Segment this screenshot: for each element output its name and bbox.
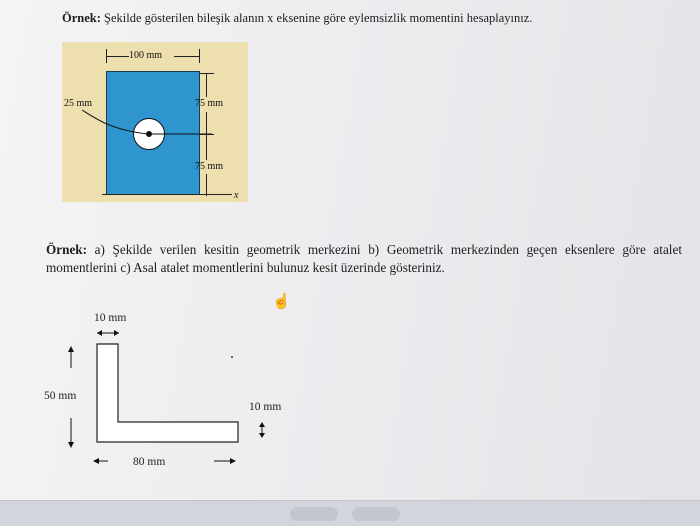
dim-label-25mm: 25 mm: [64, 98, 93, 109]
dim-label-left: 50 mm: [44, 390, 77, 402]
example1-title-bold: Örnek:: [62, 11, 101, 25]
bottom-toolbar: [0, 500, 700, 526]
example2-body: a) Şekilde verilen kesitin geometrik merkezini b) Geometrik merkezinden geçen eksenlere göre atalet momentlerini c) Asal atalet momentlerini bulunuz kesit üzerinde gösteriniz.: [46, 242, 682, 275]
example2-bold: Örnek:: [46, 242, 88, 257]
toolbar-button[interactable]: [352, 507, 400, 521]
leader-line: [62, 42, 248, 202]
dim-label-75mm-top: 75 mm: [195, 98, 224, 109]
x-axis-label: x: [234, 190, 239, 201]
example1-title-text: Şekilde gösterilen bileşik alanın x eksenine göre eylemsizlik momentini hesaplayınız.: [100, 11, 533, 25]
dim-line: [206, 112, 207, 160]
hand-cursor-icon: ☝: [272, 294, 291, 310]
dim-label-75mm-bottom: 75 mm: [195, 161, 224, 172]
dim-label-bottom: 80 mm: [133, 456, 166, 468]
l-section-figure: [40, 310, 320, 480]
toolbar-button[interactable]: [290, 507, 338, 521]
dim-label-right: 10 mm: [249, 401, 282, 413]
example1-title: [62, 11, 532, 26]
dim-tick: [199, 134, 214, 135]
dim-label-100mm: 100 mm: [129, 50, 163, 61]
l-section-shape: [40, 310, 320, 480]
dim-line: [206, 174, 207, 196]
composite-area-figure: [62, 42, 248, 202]
dim-line: [206, 73, 207, 97]
example2-text: [46, 241, 682, 277]
dim-label-top: 10 mm: [94, 312, 127, 324]
